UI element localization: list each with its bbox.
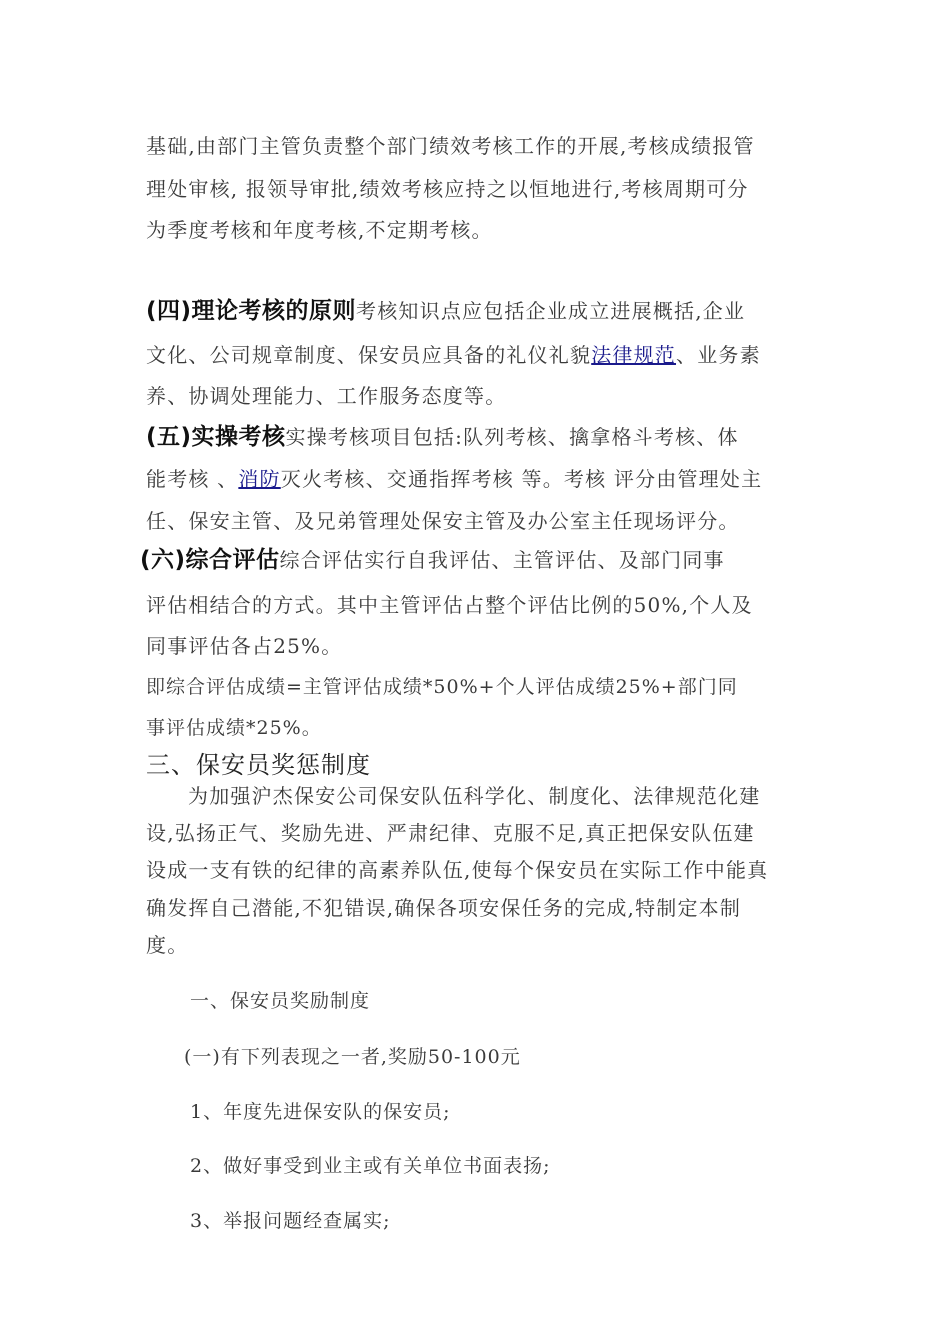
reward-tier-1-heading: (一)有下列表现之一者,奖励50-100元 — [184, 1046, 521, 1068]
section-5-line-2 — [146, 465, 762, 493]
section-5-heading: (五)实操考核 — [146, 424, 286, 450]
section-5-text-2a: 能考核 、 — [146, 467, 239, 491]
section-4-line-3: 养、协调处理能力、工作服务态度等。 — [146, 384, 507, 408]
chapter-3-intro-line-5: 度。 — [146, 933, 189, 957]
section-4-heading: (四)理论考核的原则 — [146, 298, 357, 324]
section-5-line-1 — [146, 423, 739, 451]
assessment-cycle-line-3: 为季度考核和年度考核,不定期考核。 — [146, 218, 493, 242]
chapter-3-intro-line-4: 确发挥自己潜能,不犯错误,确保各项安保任务的完成,特制定本制 — [146, 896, 742, 920]
section-5-text-2b: 灭火考核、交通指挥考核 等。考核 评分由管理处主 — [280, 467, 763, 491]
assessment-cycle-line-2: 理处审核, 报领导审批,绩效考核应持之以恒地进行,考核周期可分 — [146, 177, 749, 201]
section-6-line-1 — [140, 546, 725, 574]
formula-line-2: 事评估成绩*25%。 — [146, 717, 322, 739]
section-4-line-2 — [146, 341, 761, 369]
section-4-text-2a: 文化、公司规章制度、保安员应具备的礼仪礼貌 — [146, 343, 592, 367]
list-item: 2、做好事受到业主或有关单位书面表扬; — [190, 1155, 551, 1177]
chapter-3-intro-line-1: 为加强沪杰保安公司保安队伍科学化、制度化、法律规范化建 — [188, 784, 761, 808]
chapter-3-intro-line-3: 设成一支有铁的纪律的高素养队伍,使每个保安员在实际工作中能真 — [146, 858, 769, 882]
formula-line-1: 即综合评估成绩=主管评估成绩*50%+个人评估成绩25%+部门同 — [146, 676, 738, 698]
section-4-text-2b: 、业务素 — [676, 343, 761, 367]
list-item: 3、举报问题经查属实; — [190, 1210, 391, 1232]
list-item: 1、年度先进保安队的保安员; — [190, 1101, 451, 1123]
chapter-3-intro-line-2: 设,弘扬正气、奖励先进、严肃纪律、克服不足,真正把保安队伍建 — [146, 821, 755, 845]
section-5-text-1: 实操考核项目包括:队列考核、擒拿格斗考核、体 — [285, 425, 739, 449]
section-6-heading: (六)综合评估 — [140, 547, 280, 573]
law-regulation-link[interactable]: 法律规范 — [591, 343, 677, 367]
chapter-3-title: 三、保安员奖惩制度 — [146, 751, 371, 779]
assessment-cycle-line-1: 基础,由部门主管负责整个部门绩效考核工作的开展,考核成绩报管 — [146, 134, 755, 158]
section-6-line-2: 评估相结合的方式。其中主管评估占整个评估比例的50%,个人及 — [146, 593, 753, 617]
section-5-line-3: 任、保安主管、及兄弟管理处保安主管及办公室主任现场评分。 — [146, 509, 740, 533]
fire-fighting-link[interactable]: 消防 — [238, 467, 281, 491]
reward-system-heading: 一、保安员奖励制度 — [190, 990, 371, 1012]
section-6-line-3: 同事评估各占25%。 — [146, 634, 343, 658]
section-6-text-1: 综合评估实行自我评估、主管评估、及部门同事 — [279, 548, 725, 572]
section-4-text-1: 考核知识点应包括企业成立进展概括,企业 — [356, 299, 746, 323]
section-4-line-1 — [146, 297, 745, 325]
